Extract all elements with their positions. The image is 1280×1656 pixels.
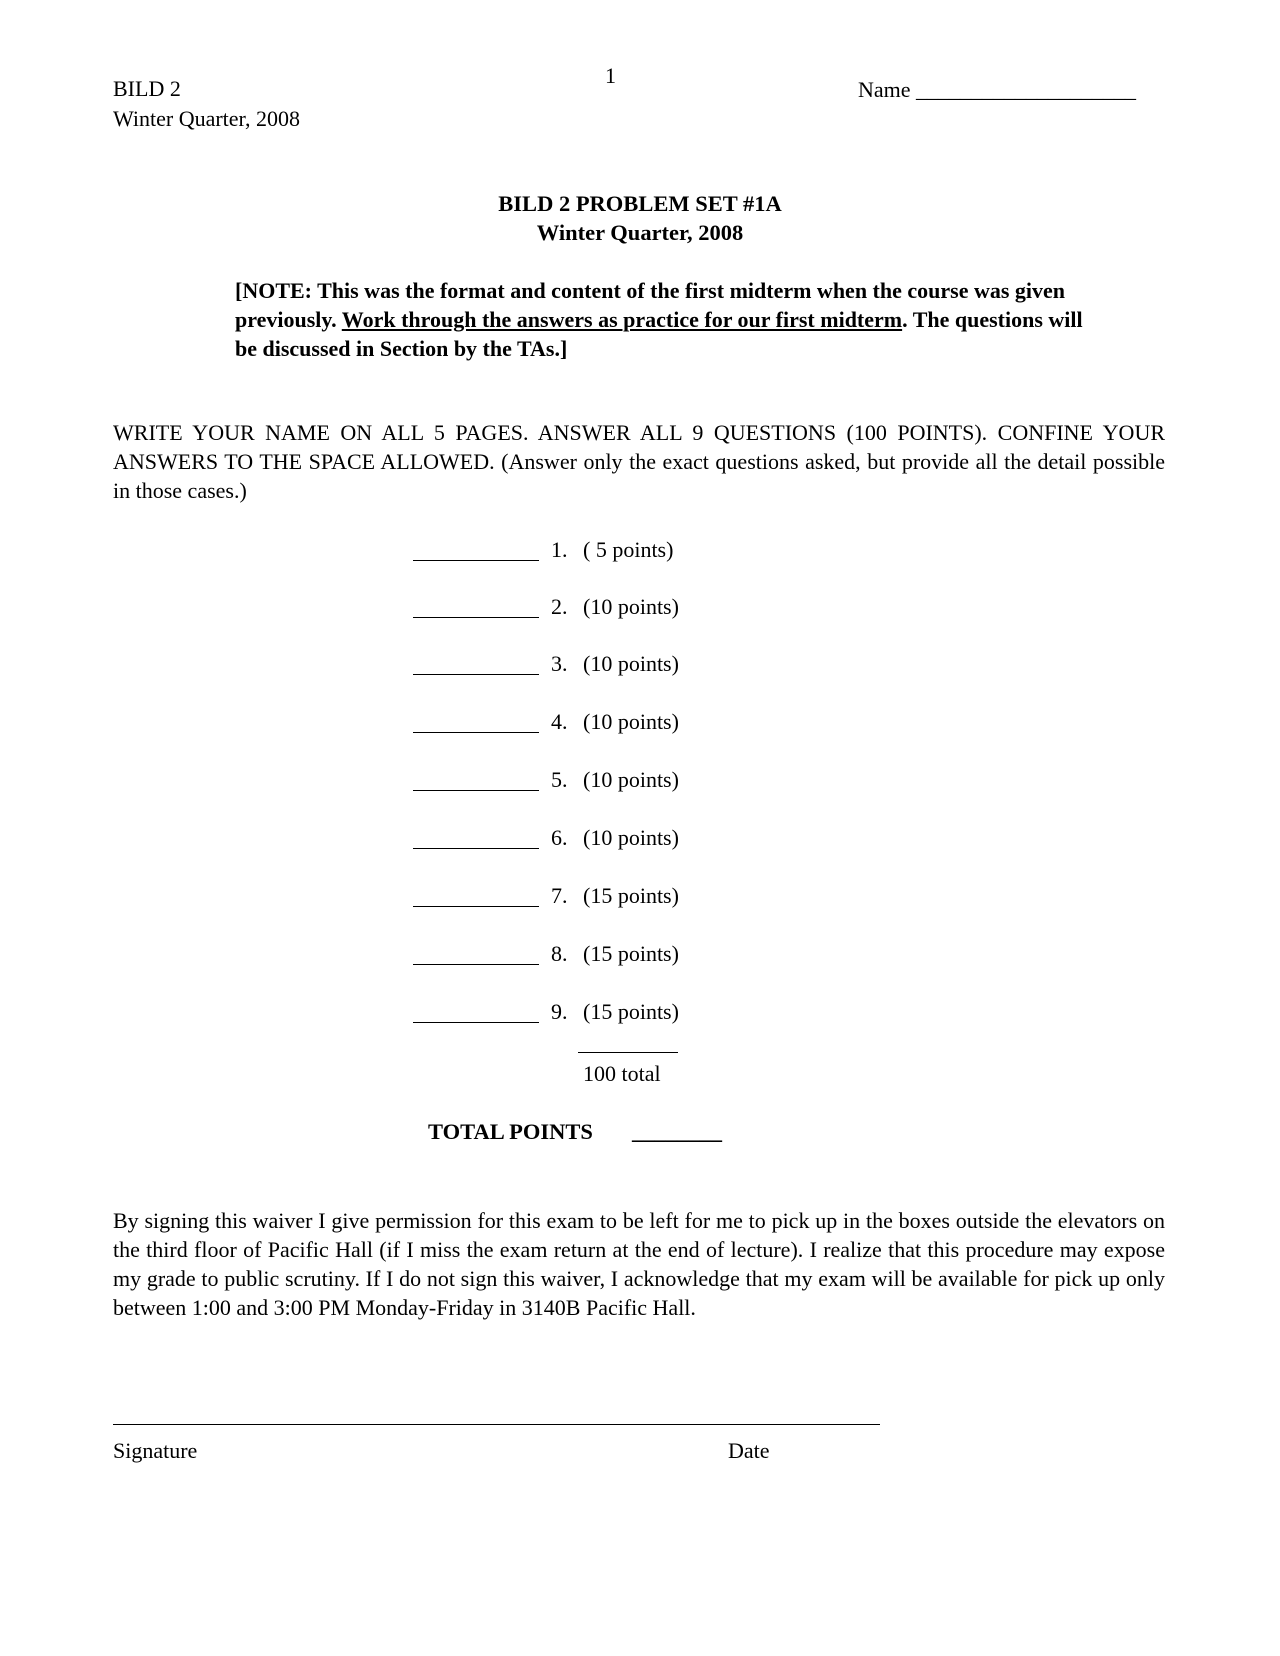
question-points: (10 points) (583, 594, 679, 619)
sum-divider (578, 1052, 678, 1053)
score-blank (413, 906, 539, 907)
name-field: Name ____________________ (858, 77, 1137, 102)
score-blank (413, 732, 539, 733)
note-text-start: [NOTE: This was the format and content of the first midterm when the course was given previously. (235, 278, 1066, 332)
score-blank (413, 848, 539, 849)
question-points: (10 points) (583, 709, 679, 734)
question-points: (10 points) (583, 651, 679, 676)
page-number: 1 (605, 63, 616, 88)
course-code: BILD 2 (113, 76, 181, 101)
note-underlined-text: Work through the answers as practice for our first midterm (341, 307, 903, 332)
sum-total: 100 total (583, 1061, 661, 1086)
score-blank (413, 790, 539, 791)
question-points: (10 points) (583, 767, 679, 792)
score-blank (413, 560, 539, 561)
question-points: ( 5 points) (583, 537, 674, 562)
signature-label: Signature (113, 1438, 198, 1463)
question-number: 1. (551, 537, 568, 562)
score-blank (413, 964, 539, 965)
question-number: 9. (551, 999, 568, 1024)
question-points: (15 points) (583, 941, 679, 966)
instructions-paragraph: WRITE YOUR NAME ON ALL 5 PAGES. ANSWER ALL 9 QUESTIONS (100 POINTS). CONFINE YOUR ANSWERS TO THE SPACE ALLOWED. (Answer only the exact questions asked, but provide all the detail possible in those cases.) (113, 420, 1165, 503)
waiver-paragraph: By signing this waiver I give permission for this exam to be left for me to pick up in the boxes outside the elevators on the third floor of Pacific Hall (if I miss the exam return at the end of lecture). I realize that this procedure may expose my grade to public scrutiny. If I do not sign this waiver, I acknowledge that my exam will be available for pick up only between 1:00 and 3:00 PM Monday-Friday in 3140B Pacific Hall. (113, 1208, 1165, 1320)
question-number: 3. (551, 651, 568, 676)
total-points-label: TOTAL POINTS (428, 1119, 593, 1144)
note-text-end: . The questions will be discussed in Section by the TAs.] (235, 307, 1083, 361)
score-blank (413, 674, 539, 675)
date-label: Date (728, 1438, 770, 1463)
score-blank (413, 1022, 539, 1023)
question-points: (15 points) (583, 999, 679, 1024)
signature-line (113, 1424, 880, 1425)
course-quarter: Winter Quarter, 2008 (113, 106, 300, 131)
question-number: 5. (551, 767, 568, 792)
question-number: 8. (551, 941, 568, 966)
document-title: BILD 2 PROBLEM SET #1A (498, 191, 782, 216)
question-points: (15 points) (583, 883, 679, 908)
question-points: (10 points) (583, 825, 679, 850)
question-number: 6. (551, 825, 568, 850)
question-number: 7. (551, 883, 568, 908)
document-subtitle: Winter Quarter, 2008 (536, 220, 744, 245)
question-number: 4. (551, 709, 568, 734)
score-blank (413, 617, 539, 618)
total-points-blank: ________ (632, 1119, 722, 1144)
question-number: 2. (551, 594, 568, 619)
note-paragraph (235, 276, 1095, 363)
